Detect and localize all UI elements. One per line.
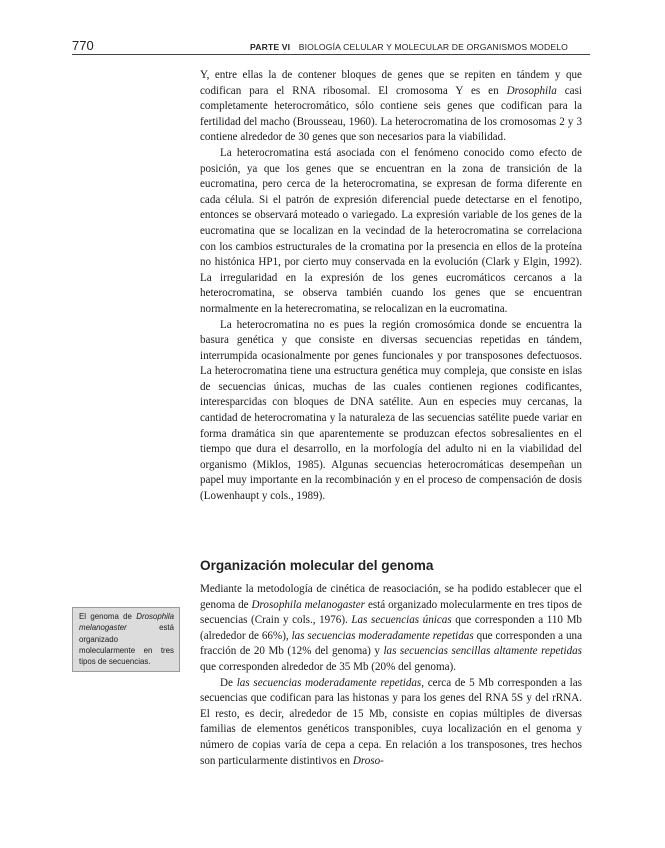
- paragraph: [200, 68, 582, 146]
- italic-text: Drosophila: [506, 84, 557, 97]
- running-header-section: BIOLOGÍA CELULAR Y MOLECULAR DE ORGANISMOS MODELO: [298, 42, 568, 52]
- text-run: La heterocromatina está asociada con el fenómeno conocido como efecto de posición, ya que los genes que se encuentran en la zona de transición de la eucromatina, pero cerca de la heterocromatina, se expresan de forma diferente en cada célula. Si el patrón de expresión diferencial puede detectarse en el fenotipo, entonces se observará moteado o variegado. La expresión variable de los genes de la eucromatina que se localizan en la vecindad de la heterocromatina se correlaciona con los cambios estructurales de la cromatina por la presencia en ellos de la proteína no histónica HP1, por cierto muy conservada en la evolución (Clark y Elgin, 1992). La irregularidad en la expresión de los genes eucromáticos cercanos a la heterocromatina, se observa también cuando los genes que se encuentran normalmente en la heterecromatina, se relocalizan en la eucromatina.: [200, 146, 582, 315]
- page-number: 770: [72, 38, 94, 53]
- text-run: que corresponden a 110 Mb (alrededor de 66%),: [200, 614, 582, 642]
- text-run: que corresponden a una fracción de 20 Mb (12% del genoma) y: [200, 629, 583, 658]
- text-run: está organizado molecularmente en tres tipos de secuencias (Crain y cols., 1976).: [200, 598, 582, 627]
- italic-text: las secuencias moderadamente repetidas: [236, 676, 422, 689]
- section-title: Organización molecular del genoma: [200, 558, 434, 573]
- italic-text: las secuencias moderadamente repetidas: [291, 629, 474, 642]
- text-run: Y, entre ellas la de contener bloques de genes que se repiten en tándem y que codifican para el RNA ribosomal. El cromosoma Y es en: [200, 69, 582, 97]
- running-header: [250, 42, 590, 52]
- text-run: El genoma de: [79, 612, 137, 621]
- italic-text: Droso-: [352, 754, 384, 767]
- body-text: [200, 68, 582, 505]
- section-body-text: [200, 582, 582, 769]
- italic-text: las secuencias sencillas altamente repetidas: [383, 645, 582, 658]
- text-run: casi completamente heterocromático, sólo contiene seis genes que codifican para la fertilidad del macho (Brousseau, 1960). La heterocromatina de los cromosomas 2 y 3 contiene alrededor de 30 genes que son necesarios para la viabilidad.: [200, 84, 582, 144]
- text-run: , cerca de 5 Mb corresponden a las secuencias que codifican para las histonas y para los genes del RNA 5S y del rRNA. El resto, es decir, alrededor de 15 Mb, consiste en copias múltiples de diversas familias de elementos genéticos transponibles, cuya localización en el genoma y número de copias varía de cepa a cepa. En relación a los transposones, tres hechos son particularmente distintivos en: [200, 676, 583, 767]
- italic-text: Las secuencias únicas: [351, 614, 452, 627]
- paragraph: [200, 676, 582, 770]
- paragraph: [200, 582, 582, 676]
- italic-text: Drosophila melanogaster: [251, 598, 365, 611]
- paragraph: [200, 146, 582, 318]
- text-run: Mediante la metodología de cinética de reasociación, se ha podido establecer que el genoma de: [200, 583, 582, 611]
- text-run: La heterocromatina no es pues la región cromosómica donde se encuentra la basura genética y que consiste en diversas secuencias repetidas en tándem, interrumpida ocasionalmente por genes funcionales y por transposones defectuosos. La heterocromatina tiene una estructura genética muy compleja, que consiste en islas de secuencias únicas, muchas de las cuales contienen regiones codificantes, interesparcidas con bloques de DNA satélite. Aun en especies muy cercanas, la cantidad de heterocromatina y la naturaleza de las secuencias satélite puede variar en forma dramática sin que aparentemente se produzcan efectos sobresalientes en el tiempo que dura el desarrollo, en la morfología del adulto ni en la viabilidad del organismo (Miklos, 1985). Algunas secuencias heterocromáticas desempeñan un papel muy importante en la recombinación y en el proceso de compensación de dosis (Lowenhaupt y cols., 1989).: [200, 318, 582, 503]
- running-header-part: PARTE VI: [250, 42, 291, 52]
- italic-text: Drosophila melanogaster: [79, 612, 174, 633]
- text-run: que corresponden alrededor de 35 Mb (20% del genoma).: [200, 660, 456, 673]
- text-run: De: [220, 676, 237, 689]
- paragraph: [200, 318, 582, 505]
- text-run: está organizado molecularmente en tres tipos de secuencias.: [79, 623, 174, 667]
- margin-note: [72, 607, 180, 672]
- header-rule: [72, 54, 590, 55]
